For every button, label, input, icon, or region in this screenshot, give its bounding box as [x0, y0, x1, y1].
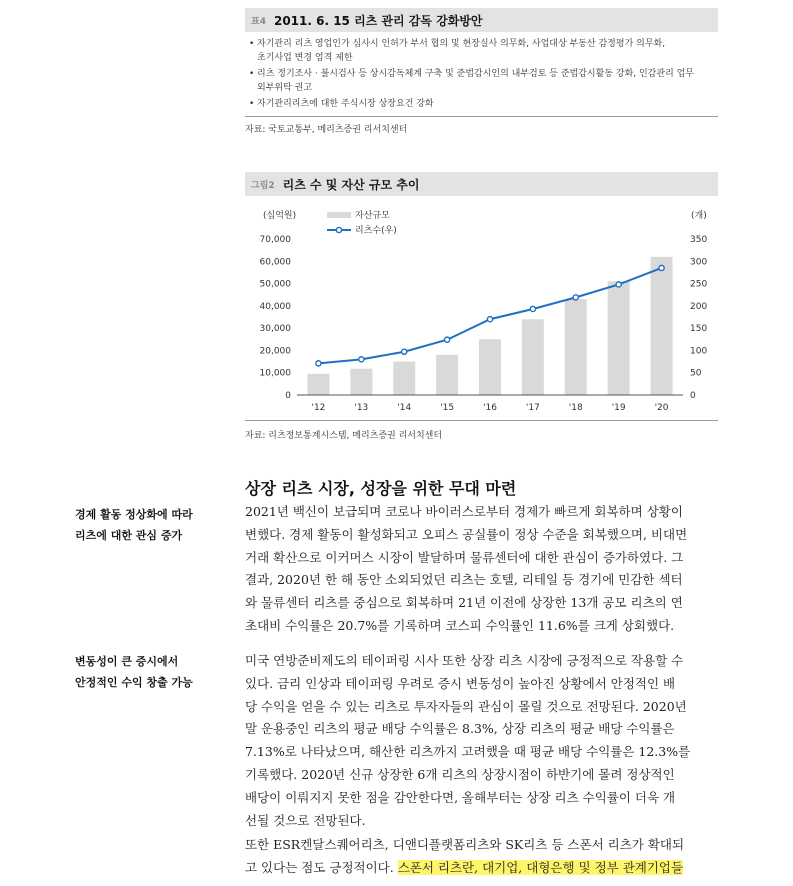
paragraph-line: 기록했다. 2020년 신규 상장한 6개 리츠의 상장시점이 하반기에 몰려 정상적인: [245, 766, 675, 782]
y-tick-label-left: 20,000: [259, 346, 291, 357]
table-title-bar: [245, 8, 718, 32]
x-tick-label: '20: [654, 403, 669, 413]
table-title: 2011. 6. 15 리츠 관리 감독 강화방안: [273, 13, 483, 28]
figure-title-bar: [245, 172, 718, 196]
y-tick-label-right: 300: [690, 257, 708, 268]
x-tick-label: '19: [611, 403, 626, 413]
line-point: [316, 361, 321, 366]
x-tick-label: '13: [354, 403, 369, 413]
side-note-line: 안정적인 수익 창출 가능: [75, 676, 193, 689]
reits-chart: [245, 196, 718, 421]
paragraph-line: 결과, 2020년 한 해 동안 소외되었던 리츠는 호텔, 리테일 등 경기에 민감한 섹터: [245, 572, 683, 588]
table-bullets: [245, 33, 718, 117]
bar: [307, 374, 329, 395]
paragraph-line: 미국 연방준비제도의 테이퍼링 시사 또한 상장 리츠 시장에 긍정적으로 작용할 수: [245, 653, 684, 668]
x-tick-label: '14: [397, 403, 412, 413]
y-tick-label-left: 10,000: [259, 368, 291, 379]
table-source: 자료: 국토교통부, 메리츠증권 리서치센터: [245, 125, 408, 135]
paragraph-line: 있다. 금리 인상과 테이퍼링 우려로 증시 변동성이 높아진 상황에서 안정적인 배: [245, 675, 676, 691]
y-tick-label-left: 0: [285, 391, 291, 401]
bullet-item: [249, 67, 712, 95]
bullet-item: [249, 37, 712, 65]
y-axis-right-label: (개): [691, 211, 707, 221]
y-tick-label-left: 60,000: [259, 257, 291, 268]
y-tick-label-right: 350: [690, 235, 708, 245]
y-tick-label-left: 40,000: [259, 301, 291, 312]
x-tick-label: '12: [311, 403, 326, 413]
bullet-dot: •: [249, 99, 255, 109]
legend-swatch-marker: [336, 227, 341, 232]
paragraph-line: 배당이 이뤄지지 못한 점을 감안한다면, 올해부터는 상장 리츠 수익률이 더욱 개: [245, 789, 676, 805]
line-point: [616, 282, 621, 287]
bullet-text: 자기관리 리츠 영업인가 심사시 인허가 부서 협의 및 현장실사 의무화, 사업대상 부동산 감정평가 의무화,: [257, 39, 666, 49]
paragraph-text: 고 있다는 점도 긍정적이다.: [245, 859, 398, 875]
paragraph-line: 말 운용중인 리츠의 평균 배당 수익률은 8.3%, 상장 리츠의 평균 배당 수익률은: [245, 721, 675, 737]
side-note-2: [75, 651, 193, 693]
y-tick-label-right: 200: [690, 301, 708, 312]
figure-source: 자료: 리츠정보통계시스템, 메리츠증권 리서치센터: [245, 431, 443, 441]
bullet-text: 초기사업 변경 엄격 제한: [257, 53, 353, 63]
paragraph-3: [245, 834, 717, 880]
y-tick-label-left: 50,000: [259, 279, 291, 290]
y-tick-label-left: 70,000: [259, 235, 291, 245]
paragraph-line: 또한 ESR켄달스퀘어리츠, 디앤디플랫폼리츠와 SK리츠 등 스폰서 리츠가 확대되: [245, 837, 685, 852]
side-note-line: 경제 활동 정상화에 따라: [75, 508, 193, 521]
paragraph-line: 2021년 백신이 보급되며 코로나 바이러스로부터 경제가 빠르게 회복하며 상황이: [245, 504, 683, 519]
x-tick-label: '16: [483, 403, 497, 413]
side-note-line: 리츠에 대한 관심 증가: [75, 529, 183, 542]
paragraph-1: [245, 501, 717, 638]
legend-label: 자산규모: [355, 211, 390, 221]
line-point: [359, 357, 364, 362]
x-tick-label: '17: [525, 403, 540, 413]
paragraph-line: [245, 857, 717, 880]
line-point: [402, 349, 407, 354]
paragraph-line: 와 물류센터 리츠를 중심으로 회복하며 21년 이전에 상장한 13개 공모 리츠의 연: [245, 595, 683, 611]
bar: [479, 339, 501, 395]
bar: [350, 369, 372, 395]
x-tick-label: '15: [440, 403, 455, 413]
line-point: [530, 306, 535, 311]
y-tick-label-right: 100: [690, 346, 708, 357]
paragraph-line: 변했다. 경제 활동이 활성화되고 오피스 공실률이 정상 수준을 회복했으며, 비대면: [245, 526, 688, 542]
bullet-item: [249, 97, 712, 111]
paragraph-line: 7.13%로 나타났으며, 해산한 리츠까지 고려했을 때 평균 배당 수익률은 12.3%를: [245, 744, 691, 760]
line-point: [487, 317, 492, 322]
y-axis-left-label: (십억원): [263, 211, 297, 221]
paragraph-line: 선될 것으로 전망된다.: [245, 812, 366, 828]
highlighted-text: 스폰서 리츠란, 대기업, 대형은행 및 정부 관계기업들: [397, 859, 684, 875]
x-tick-label: '18: [568, 403, 583, 413]
legend-swatch-bar: [327, 212, 351, 218]
bullet-text: 자기관리리츠에 대한 주식시장 상장요건 강화: [257, 99, 434, 109]
legend-label: 리츠수(우): [355, 226, 397, 236]
side-note-1: [75, 504, 193, 546]
bar: [522, 319, 544, 395]
y-tick-label-right: 150: [690, 324, 708, 335]
y-tick-label-right: 0: [690, 391, 696, 401]
table-tag: 표4: [251, 16, 266, 27]
paragraph-2: [245, 650, 717, 832]
bullet-text: 리츠 정기조사 · 불시검사 등 상시감독체계 구축 및 준법감시인의 내부검토 등 준법감시활동 강화, 인감관리 업무: [257, 69, 695, 79]
figure-tag: 그림2: [251, 180, 275, 191]
paragraph-line: 당 수익을 얻을 수 있는 리츠로 투자자들의 관심이 몰릴 것으로 전망된다. 2020년: [245, 698, 687, 714]
line-point: [659, 265, 664, 270]
bar: [608, 281, 630, 395]
bar: [565, 299, 587, 395]
line-point: [445, 337, 450, 342]
bullet-dot: •: [249, 69, 255, 79]
bar: [436, 355, 458, 395]
y-tick-label-right: 250: [690, 279, 708, 290]
bar: [651, 257, 673, 395]
paragraph-line: 거래 확산으로 이커머스 시장이 발달하며 물류센터에 대한 관심이 증가하였다. 그: [245, 549, 684, 565]
side-note-line: 변동성이 큰 증시에서: [75, 655, 179, 668]
figure-title: 리츠 수 및 자산 규모 추이: [282, 177, 420, 192]
section-heading: 상장 리츠 시장, 성장을 위한 무대 마련: [245, 479, 517, 498]
bullet-dot: •: [249, 39, 255, 49]
bullet-text: 외부위탁 권고: [257, 83, 313, 93]
y-tick-label-left: 30,000: [259, 324, 291, 335]
chart-area: [245, 196, 718, 421]
y-tick-label-right: 50: [690, 368, 702, 379]
bar: [393, 362, 415, 395]
line-point: [573, 295, 578, 300]
paragraph-line: 초대비 수익률은 20.7%를 기록하며 코스피 수익률인 11.6%를 크게 상회했다.: [245, 617, 675, 633]
